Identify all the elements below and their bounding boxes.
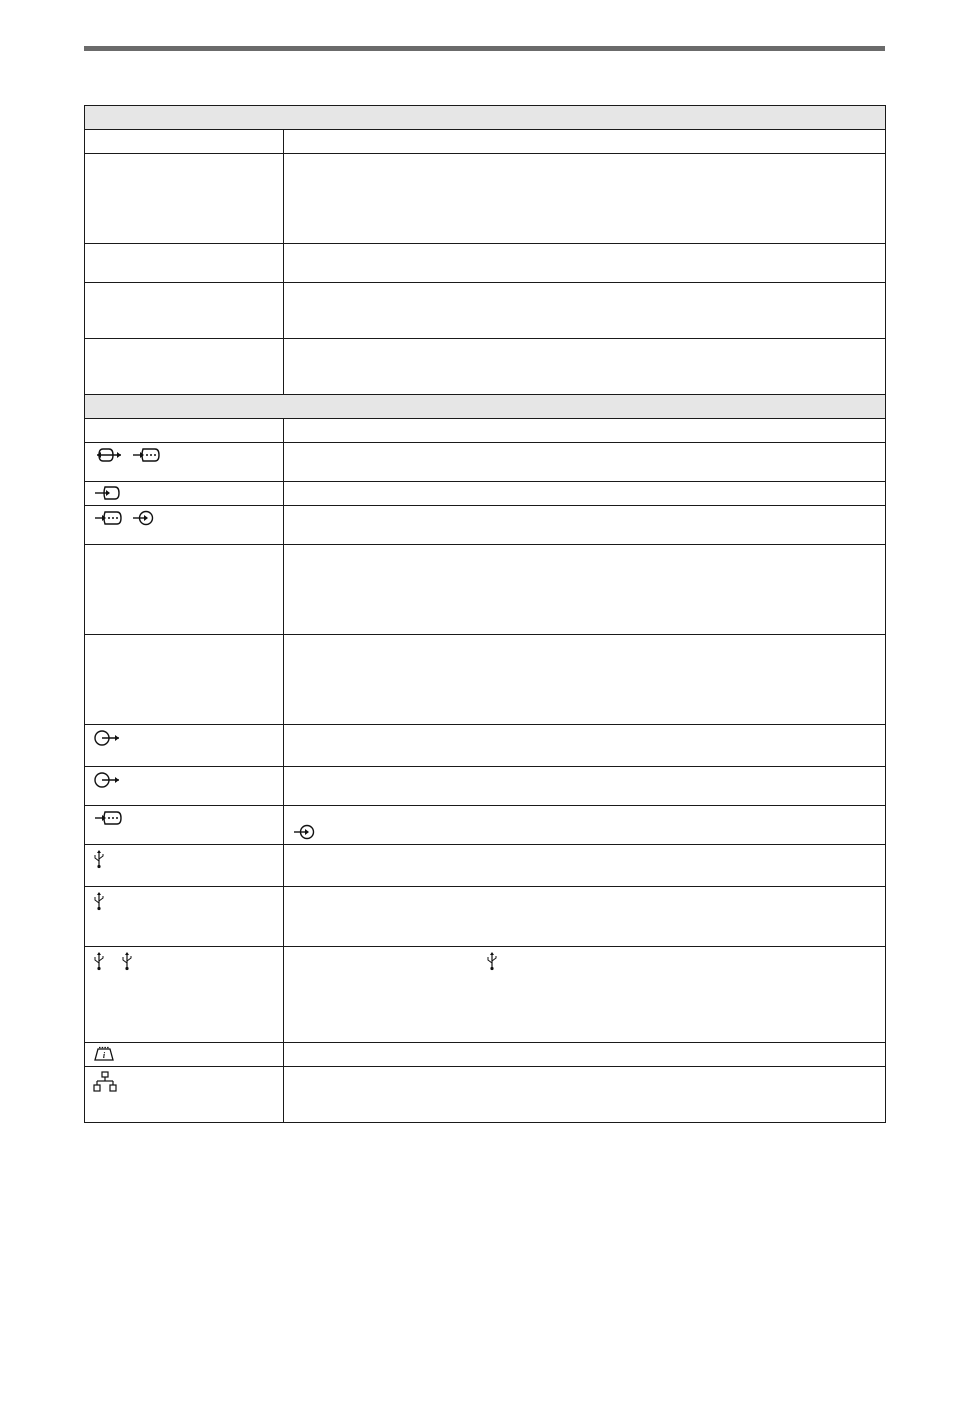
label-cell (85, 130, 284, 154)
audio-input-circle-icon (131, 510, 155, 526)
label-cell (85, 947, 284, 1043)
table-row (85, 506, 886, 545)
table-row (85, 1043, 886, 1067)
value-cell (284, 1067, 886, 1123)
usb-icon (93, 891, 105, 911)
value-cell (284, 244, 886, 283)
label-cell (85, 339, 284, 395)
label-cell (85, 154, 284, 244)
label-cell (85, 244, 284, 283)
video-input-dotted-icon (93, 810, 123, 826)
ci-card-slot-icon (93, 1046, 115, 1062)
usb-icon (121, 951, 133, 971)
label-cell (85, 545, 284, 635)
table-row (85, 443, 886, 482)
label-cell (85, 443, 284, 482)
value-cell (284, 130, 886, 154)
value-cell (284, 443, 886, 482)
value-cell (284, 482, 886, 506)
table-row (85, 154, 886, 244)
label-cell (85, 767, 284, 806)
value-cell (284, 635, 886, 725)
label-cell (85, 887, 284, 947)
table-row (85, 845, 886, 887)
label-cell (85, 725, 284, 767)
value-cell (284, 947, 886, 1043)
value-cell (284, 845, 886, 887)
table-row (85, 244, 886, 283)
usb-icon (93, 951, 105, 971)
value-cell (284, 887, 886, 947)
label-cell (85, 283, 284, 339)
label-cell (85, 419, 284, 443)
audio-input-circle-icon (292, 824, 316, 840)
table-row (85, 482, 886, 506)
av-input-icon (93, 485, 121, 501)
table-row (85, 130, 886, 154)
value-cell (284, 154, 886, 244)
value-cell (284, 545, 886, 635)
value-cell (284, 806, 886, 845)
value-cell (284, 419, 886, 443)
label-cell (85, 806, 284, 845)
table-row (85, 947, 886, 1043)
table-row (85, 419, 886, 443)
value-cell (284, 283, 886, 339)
audio-output-icon (93, 771, 121, 789)
lan-network-icon (93, 1071, 117, 1093)
table-row (85, 767, 886, 806)
video-input-dotted-icon (93, 510, 123, 526)
table-row (85, 545, 886, 635)
value-cell (284, 339, 886, 395)
label-cell (85, 506, 284, 545)
table-row (85, 725, 886, 767)
table-row (85, 283, 886, 339)
label-cell (85, 1067, 284, 1123)
svg-text:i: i (102, 1051, 106, 1060)
section-header-row (85, 395, 886, 419)
table-row (85, 339, 886, 395)
table-row (85, 635, 886, 725)
value-cell (284, 506, 886, 545)
label-cell (85, 635, 284, 725)
specifications-table (84, 105, 886, 1123)
scart-bidirectional-icon (93, 447, 123, 463)
table-row (85, 887, 886, 947)
section-header-row (85, 106, 886, 130)
top-rule (84, 46, 885, 51)
usb-icon (93, 849, 105, 869)
value-cell (284, 1043, 886, 1067)
section-header-cell (85, 106, 886, 130)
table-row (85, 806, 886, 845)
value-cell (284, 767, 886, 806)
audio-output-icon (93, 729, 121, 747)
section-header-cell (85, 395, 886, 419)
video-input-dotted-icon (131, 447, 161, 463)
table-row (85, 1067, 886, 1123)
value-cell (284, 725, 886, 767)
label-cell (85, 845, 284, 887)
usb-icon (486, 951, 498, 971)
label-cell (85, 1043, 284, 1067)
label-cell (85, 482, 284, 506)
